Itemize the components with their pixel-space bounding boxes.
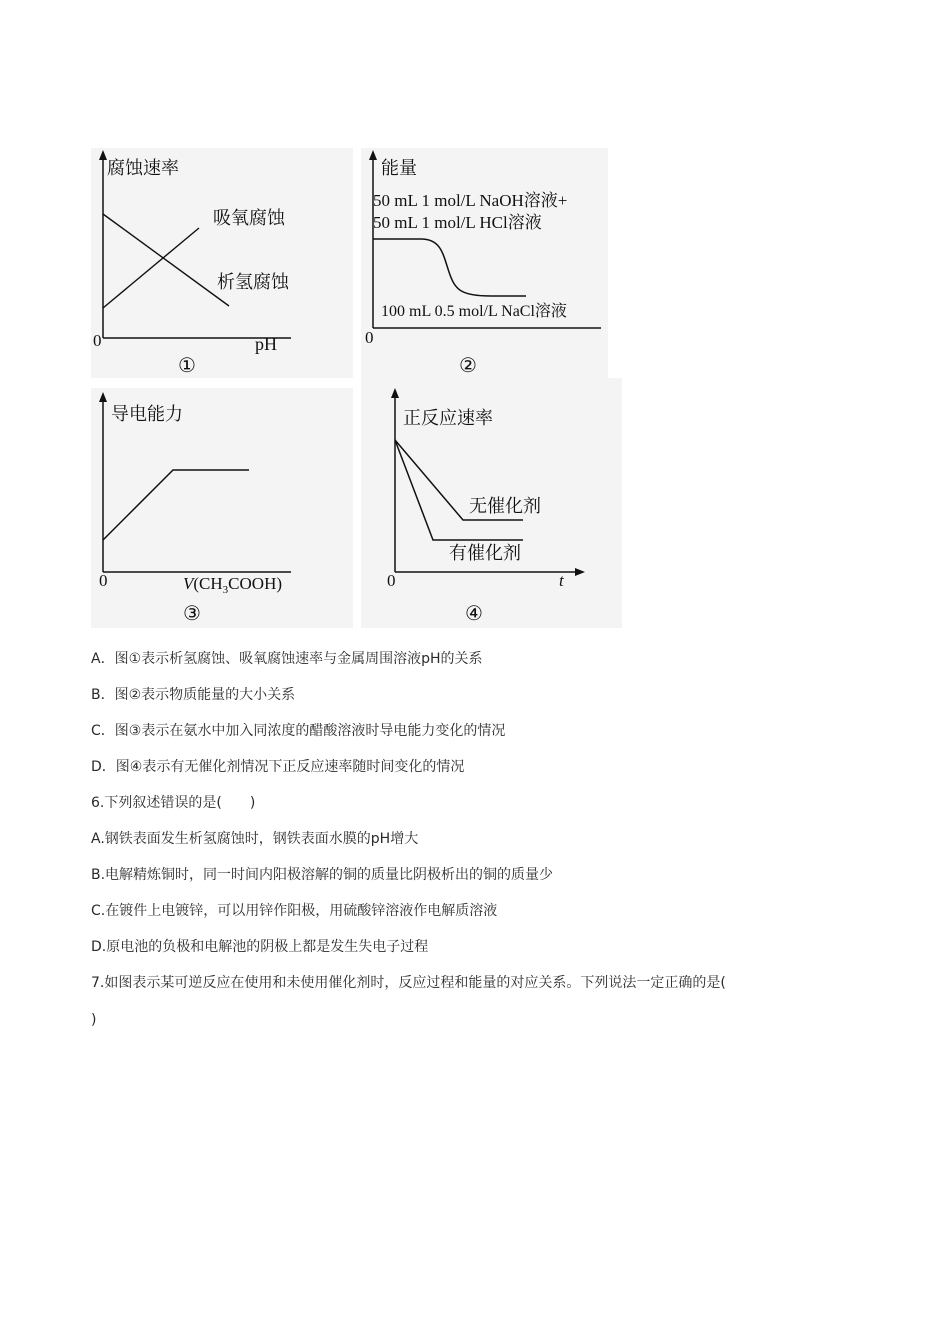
y-axis-label: 导电能力: [111, 404, 183, 425]
y-axis-arrow: [99, 392, 107, 402]
option-d: D．图④表示有无催化剂情况下正反应速率随时间变化的情况: [91, 759, 465, 775]
label-oxygen-corrosion: 吸氧腐蚀: [213, 208, 285, 229]
figure-number: ①: [178, 353, 196, 377]
figure-number: ②: [459, 353, 477, 377]
origin-label: 0: [99, 571, 108, 590]
q6-option-d: D.原电池的负极和电解池的阴极上都是发生失电子过程: [91, 939, 429, 955]
series-catalyst-line: [395, 440, 523, 540]
product-label: 100 mL 0.5 mol/L NaCl溶液: [381, 303, 567, 320]
x-axis-label: pH: [255, 334, 277, 354]
y-axis-arrow: [99, 150, 107, 160]
y-axis-arrow: [369, 150, 377, 160]
y-axis-label: 腐蚀速率: [107, 158, 179, 179]
x-axis-label: $V(CH_3COOH)$: [183, 574, 283, 596]
origin-label: 0: [93, 331, 102, 350]
q6-option-c: C.在镀件上电镀锌，可以用锌作阳极，用硫酸锌溶液作电解质溶液: [91, 903, 498, 919]
origin-label: 0: [365, 328, 374, 347]
figure-1: [91, 148, 353, 378]
reactant-label-line-1: 50 mL 1 mol/L NaOH溶液+: [373, 191, 568, 210]
question-6: 6.下列叙述错误的是( ): [91, 795, 256, 811]
figure-2: [361, 148, 608, 378]
q6-option-b: B.电解精炼铜时，同一时间内阳极溶解的铜的质量比阴极析出的铜的质量少: [91, 867, 554, 883]
question-7-continuation: ): [91, 1012, 97, 1028]
energy-curve: [373, 239, 526, 296]
origin-label: 0: [387, 571, 396, 590]
figure-number: ④: [465, 601, 483, 625]
figure-number: ③: [183, 601, 201, 625]
series-oxygen-corrosion-line: [103, 228, 199, 308]
x-axis-label: t: [559, 571, 564, 590]
figure-3: [91, 388, 353, 628]
y-axis-label: 正反应速率: [403, 408, 493, 429]
question-7: 7.如图表示某可逆反应在使用和未使用催化剂时，反应过程和能量的对应关系。下列说法一定正确的是(: [91, 975, 726, 991]
label-catalyst: 有催化剂: [449, 543, 521, 564]
x-axis-arrow: [575, 568, 585, 576]
reactant-label-line-2: 50 mL 1 mol/L HCl溶液: [373, 213, 542, 232]
label-hydrogen-corrosion: 析氢腐蚀: [217, 272, 289, 293]
label-no-catalyst: 无催化剂: [469, 496, 541, 517]
option-c: C．图③表示在氨水中加入同浓度的醋酸溶液时导电能力变化的情况: [91, 723, 506, 739]
y-axis-arrow: [391, 388, 399, 398]
option-b: B．图②表示物质能量的大小关系: [91, 687, 296, 703]
figure-4: [361, 378, 622, 628]
q6-option-a: A.钢铁表面发生析氢腐蚀时，钢铁表面水膜的pH增大: [91, 831, 419, 847]
option-a: A．图①表示析氢腐蚀、吸氧腐蚀速率与金属周围溶液pH的关系: [91, 651, 483, 667]
conductivity-line: [103, 470, 249, 540]
y-axis-label: 能量: [381, 158, 417, 179]
